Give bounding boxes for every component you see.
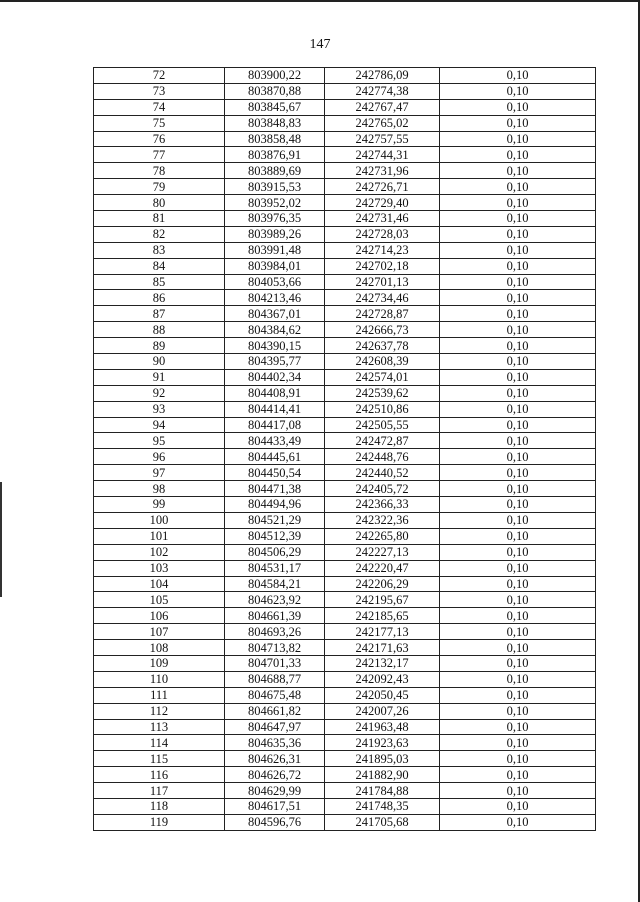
x-coordinate-cell: 804390,15 (225, 338, 325, 354)
x-coordinate-cell: 804494,96 (225, 497, 325, 513)
x-coordinate-cell: 804647,97 (225, 719, 325, 735)
y-coordinate-cell: 242666,73 (325, 322, 440, 338)
table-row (94, 306, 596, 322)
table-row (94, 449, 596, 465)
point-number-cell: 92 (94, 385, 225, 401)
point-number-cell: 78 (94, 163, 225, 179)
y-coordinate-cell: 242092,43 (325, 671, 440, 687)
table-row (94, 576, 596, 592)
tolerance-cell: 0,10 (440, 640, 596, 656)
tolerance-cell: 0,10 (440, 306, 596, 322)
tolerance-cell: 0,10 (440, 226, 596, 242)
x-coordinate-cell: 804693,26 (225, 624, 325, 640)
y-coordinate-cell: 242728,03 (325, 226, 440, 242)
y-coordinate-cell: 242731,96 (325, 163, 440, 179)
table-row (94, 83, 596, 99)
tolerance-cell: 0,10 (440, 242, 596, 258)
x-coordinate-cell: 803976,35 (225, 211, 325, 227)
x-coordinate-cell: 804445,61 (225, 449, 325, 465)
x-coordinate-cell: 804402,34 (225, 369, 325, 385)
point-number-cell: 105 (94, 592, 225, 608)
table-row (94, 655, 596, 671)
tolerance-cell: 0,10 (440, 481, 596, 497)
tolerance-cell: 0,10 (440, 735, 596, 751)
tolerance-cell: 0,10 (440, 814, 596, 830)
table-row (94, 671, 596, 687)
x-coordinate-cell: 804617,51 (225, 798, 325, 814)
tolerance-cell: 0,10 (440, 528, 596, 544)
y-coordinate-cell: 242757,55 (325, 131, 440, 147)
x-coordinate-cell: 804629,99 (225, 783, 325, 799)
point-number-cell: 77 (94, 147, 225, 163)
table-row (94, 767, 596, 783)
tolerance-cell: 0,10 (440, 655, 596, 671)
y-coordinate-cell: 242505,55 (325, 417, 440, 433)
tolerance-cell: 0,10 (440, 624, 596, 640)
tolerance-cell: 0,10 (440, 751, 596, 767)
y-coordinate-cell: 242510,86 (325, 401, 440, 417)
point-number-cell: 116 (94, 767, 225, 783)
y-coordinate-cell: 242177,13 (325, 624, 440, 640)
x-coordinate-cell: 803848,83 (225, 115, 325, 131)
table-row (94, 465, 596, 481)
x-coordinate-cell: 803915,53 (225, 179, 325, 195)
point-number-cell: 119 (94, 814, 225, 830)
point-number-cell: 84 (94, 258, 225, 274)
y-coordinate-cell: 242765,02 (325, 115, 440, 131)
x-coordinate-cell: 804213,46 (225, 290, 325, 306)
table-row (94, 99, 596, 115)
point-number-cell: 102 (94, 544, 225, 560)
point-number-cell: 96 (94, 449, 225, 465)
table-row (94, 560, 596, 576)
tolerance-cell: 0,10 (440, 401, 596, 417)
x-coordinate-cell: 804053,66 (225, 274, 325, 290)
tolerance-cell: 0,10 (440, 703, 596, 719)
tolerance-cell: 0,10 (440, 576, 596, 592)
tolerance-cell: 0,10 (440, 258, 596, 274)
x-coordinate-cell: 804450,54 (225, 465, 325, 481)
point-number-cell: 76 (94, 131, 225, 147)
tolerance-cell: 0,10 (440, 354, 596, 370)
y-coordinate-cell: 242701,13 (325, 274, 440, 290)
y-coordinate-cell: 242539,62 (325, 385, 440, 401)
tolerance-cell: 0,10 (440, 131, 596, 147)
point-number-cell: 107 (94, 624, 225, 640)
table-row (94, 719, 596, 735)
coordinates-table (93, 67, 596, 831)
y-coordinate-cell: 242322,36 (325, 512, 440, 528)
table-row (94, 481, 596, 497)
point-number-cell: 86 (94, 290, 225, 306)
point-number-cell: 89 (94, 338, 225, 354)
x-coordinate-cell: 804521,29 (225, 512, 325, 528)
table-row (94, 544, 596, 560)
point-number-cell: 88 (94, 322, 225, 338)
tolerance-cell: 0,10 (440, 512, 596, 528)
page-border-top (0, 0, 640, 2)
x-coordinate-cell: 804675,48 (225, 687, 325, 703)
y-coordinate-cell: 242731,46 (325, 211, 440, 227)
x-coordinate-cell: 804367,01 (225, 306, 325, 322)
point-number-cell: 95 (94, 433, 225, 449)
y-coordinate-cell: 242171,63 (325, 640, 440, 656)
tolerance-cell: 0,10 (440, 115, 596, 131)
tolerance-cell: 0,10 (440, 163, 596, 179)
point-number-cell: 108 (94, 640, 225, 656)
x-coordinate-cell: 804623,92 (225, 592, 325, 608)
y-coordinate-cell: 242744,31 (325, 147, 440, 163)
y-coordinate-cell: 242637,78 (325, 338, 440, 354)
x-coordinate-cell: 804584,21 (225, 576, 325, 592)
x-coordinate-cell: 803858,48 (225, 131, 325, 147)
x-coordinate-cell: 804661,82 (225, 703, 325, 719)
y-coordinate-cell: 242227,13 (325, 544, 440, 560)
tolerance-cell: 0,10 (440, 211, 596, 227)
point-number-cell: 90 (94, 354, 225, 370)
table-row (94, 608, 596, 624)
point-number-cell: 110 (94, 671, 225, 687)
y-coordinate-cell: 242220,47 (325, 560, 440, 576)
point-number-cell: 73 (94, 83, 225, 99)
y-coordinate-cell: 242132,17 (325, 655, 440, 671)
table-row (94, 226, 596, 242)
y-coordinate-cell: 242472,87 (325, 433, 440, 449)
table-row (94, 417, 596, 433)
x-coordinate-cell: 803991,48 (225, 242, 325, 258)
tolerance-cell: 0,10 (440, 83, 596, 99)
y-coordinate-cell: 242702,18 (325, 258, 440, 274)
point-number-cell: 98 (94, 481, 225, 497)
table-row (94, 290, 596, 306)
tolerance-cell: 0,10 (440, 68, 596, 84)
y-coordinate-cell: 242405,72 (325, 481, 440, 497)
point-number-cell: 118 (94, 798, 225, 814)
x-coordinate-cell: 804384,62 (225, 322, 325, 338)
point-number-cell: 117 (94, 783, 225, 799)
x-coordinate-cell: 803870,88 (225, 83, 325, 99)
y-coordinate-cell: 241923,63 (325, 735, 440, 751)
table-row (94, 592, 596, 608)
table-row (94, 131, 596, 147)
point-number-cell: 80 (94, 195, 225, 211)
y-coordinate-cell: 242448,76 (325, 449, 440, 465)
table-row (94, 814, 596, 830)
table-row (94, 735, 596, 751)
y-coordinate-cell: 242726,71 (325, 179, 440, 195)
x-coordinate-cell: 803845,67 (225, 99, 325, 115)
tolerance-cell: 0,10 (440, 147, 596, 163)
point-number-cell: 99 (94, 497, 225, 513)
point-number-cell: 82 (94, 226, 225, 242)
tolerance-cell: 0,10 (440, 385, 596, 401)
table-row (94, 274, 596, 290)
point-number-cell: 79 (94, 179, 225, 195)
tolerance-cell: 0,10 (440, 369, 596, 385)
tolerance-cell: 0,10 (440, 608, 596, 624)
point-number-cell: 91 (94, 369, 225, 385)
x-coordinate-cell: 804414,41 (225, 401, 325, 417)
tolerance-cell: 0,10 (440, 687, 596, 703)
y-coordinate-cell: 241748,35 (325, 798, 440, 814)
table-row (94, 640, 596, 656)
x-coordinate-cell: 804506,29 (225, 544, 325, 560)
table-row (94, 179, 596, 195)
point-number-cell: 111 (94, 687, 225, 703)
x-coordinate-cell: 804713,82 (225, 640, 325, 656)
table-row (94, 624, 596, 640)
table-row (94, 147, 596, 163)
y-coordinate-cell: 242440,52 (325, 465, 440, 481)
point-number-cell: 74 (94, 99, 225, 115)
table-row (94, 115, 596, 131)
tolerance-cell: 0,10 (440, 274, 596, 290)
tolerance-cell: 0,10 (440, 560, 596, 576)
table-row (94, 751, 596, 767)
point-number-cell: 85 (94, 274, 225, 290)
point-number-cell: 81 (94, 211, 225, 227)
point-number-cell: 109 (94, 655, 225, 671)
tolerance-cell: 0,10 (440, 497, 596, 513)
y-coordinate-cell: 242774,38 (325, 83, 440, 99)
x-coordinate-cell: 804471,38 (225, 481, 325, 497)
tolerance-cell: 0,10 (440, 99, 596, 115)
point-number-cell: 106 (94, 608, 225, 624)
x-coordinate-cell: 804701,33 (225, 655, 325, 671)
table-row (94, 68, 596, 84)
tolerance-cell: 0,10 (440, 544, 596, 560)
tolerance-cell: 0,10 (440, 592, 596, 608)
x-coordinate-cell: 804661,39 (225, 608, 325, 624)
y-coordinate-cell: 242608,39 (325, 354, 440, 370)
y-coordinate-cell: 242265,80 (325, 528, 440, 544)
tolerance-cell: 0,10 (440, 798, 596, 814)
table-row (94, 512, 596, 528)
y-coordinate-cell: 242050,45 (325, 687, 440, 703)
table-row (94, 528, 596, 544)
y-coordinate-cell: 242007,26 (325, 703, 440, 719)
table-row (94, 322, 596, 338)
tolerance-cell: 0,10 (440, 322, 596, 338)
tolerance-cell: 0,10 (440, 783, 596, 799)
x-coordinate-cell: 804688,77 (225, 671, 325, 687)
table-row (94, 195, 596, 211)
tolerance-cell: 0,10 (440, 465, 596, 481)
tolerance-cell: 0,10 (440, 179, 596, 195)
y-coordinate-cell: 242734,46 (325, 290, 440, 306)
x-coordinate-cell: 804417,08 (225, 417, 325, 433)
point-number-cell: 104 (94, 576, 225, 592)
tolerance-cell: 0,10 (440, 433, 596, 449)
x-coordinate-cell: 804531,17 (225, 560, 325, 576)
point-number-cell: 103 (94, 560, 225, 576)
point-number-cell: 93 (94, 401, 225, 417)
x-coordinate-cell: 804626,72 (225, 767, 325, 783)
point-number-cell: 113 (94, 719, 225, 735)
x-coordinate-cell: 803952,02 (225, 195, 325, 211)
y-coordinate-cell: 241784,88 (325, 783, 440, 799)
point-number-cell: 75 (94, 115, 225, 131)
table-row (94, 798, 596, 814)
y-coordinate-cell: 242714,23 (325, 242, 440, 258)
table-row (94, 783, 596, 799)
y-coordinate-cell: 241705,68 (325, 814, 440, 830)
tolerance-cell: 0,10 (440, 338, 596, 354)
table-row (94, 258, 596, 274)
y-coordinate-cell: 241882,90 (325, 767, 440, 783)
y-coordinate-cell: 242185,65 (325, 608, 440, 624)
table-row (94, 433, 596, 449)
tolerance-cell: 0,10 (440, 719, 596, 735)
point-number-cell: 112 (94, 703, 225, 719)
point-number-cell: 114 (94, 735, 225, 751)
table-row (94, 385, 596, 401)
point-number-cell: 100 (94, 512, 225, 528)
x-coordinate-cell: 803900,22 (225, 68, 325, 84)
coordinates-table-body (94, 68, 596, 831)
x-coordinate-cell: 804408,91 (225, 385, 325, 401)
scan-edge-mark (0, 482, 2, 597)
y-coordinate-cell: 241895,03 (325, 751, 440, 767)
point-number-cell: 101 (94, 528, 225, 544)
point-number-cell: 97 (94, 465, 225, 481)
tolerance-cell: 0,10 (440, 417, 596, 433)
y-coordinate-cell: 242206,29 (325, 576, 440, 592)
y-coordinate-cell: 242786,09 (325, 68, 440, 84)
tolerance-cell: 0,10 (440, 195, 596, 211)
tolerance-cell: 0,10 (440, 767, 596, 783)
table-row (94, 338, 596, 354)
tolerance-cell: 0,10 (440, 671, 596, 687)
x-coordinate-cell: 804512,39 (225, 528, 325, 544)
table-row (94, 211, 596, 227)
tolerance-cell: 0,10 (440, 290, 596, 306)
x-coordinate-cell: 804395,77 (225, 354, 325, 370)
x-coordinate-cell: 803889,69 (225, 163, 325, 179)
table-row (94, 354, 596, 370)
x-coordinate-cell: 804635,36 (225, 735, 325, 751)
x-coordinate-cell: 804626,31 (225, 751, 325, 767)
y-coordinate-cell: 242366,33 (325, 497, 440, 513)
y-coordinate-cell: 242729,40 (325, 195, 440, 211)
table-row (94, 497, 596, 513)
y-coordinate-cell: 242574,01 (325, 369, 440, 385)
x-coordinate-cell: 804596,76 (225, 814, 325, 830)
point-number-cell: 94 (94, 417, 225, 433)
point-number-cell: 115 (94, 751, 225, 767)
x-coordinate-cell: 803876,91 (225, 147, 325, 163)
x-coordinate-cell: 803989,26 (225, 226, 325, 242)
page-number: 147 (309, 37, 331, 52)
y-coordinate-cell: 241963,48 (325, 719, 440, 735)
tolerance-cell: 0,10 (440, 449, 596, 465)
table-row (94, 369, 596, 385)
point-number-cell: 72 (94, 68, 225, 84)
y-coordinate-cell: 242767,47 (325, 99, 440, 115)
table-row (94, 687, 596, 703)
point-number-cell: 87 (94, 306, 225, 322)
y-coordinate-cell: 242195,67 (325, 592, 440, 608)
table-row (94, 163, 596, 179)
y-coordinate-cell: 242728,87 (325, 306, 440, 322)
table-row (94, 401, 596, 417)
x-coordinate-cell: 804433,49 (225, 433, 325, 449)
table-row (94, 242, 596, 258)
point-number-cell: 83 (94, 242, 225, 258)
table-row (94, 703, 596, 719)
x-coordinate-cell: 803984,01 (225, 258, 325, 274)
